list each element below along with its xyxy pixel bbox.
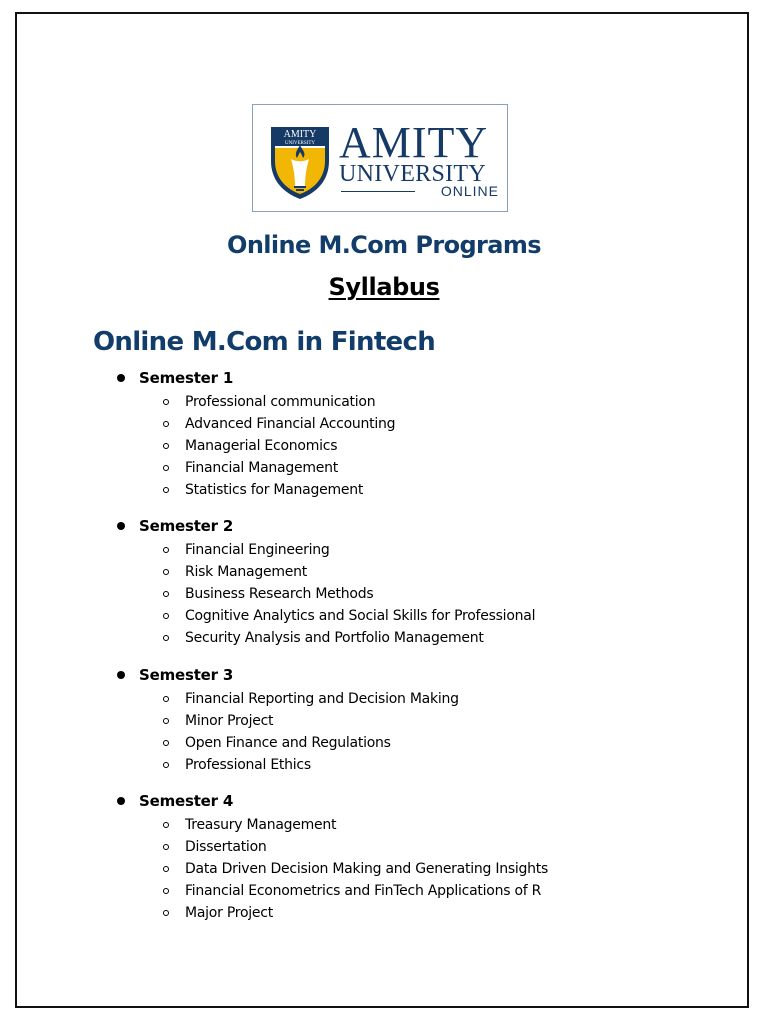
course-label: Statistics for Management: [185, 482, 364, 498]
hollow-bullet-icon: [163, 910, 169, 916]
course-item: [0, 458, 768, 480]
syllabus-heading-text: Syllabus: [328, 273, 440, 301]
course-item: [0, 733, 768, 755]
course-label: Security Analysis and Portfolio Management: [185, 630, 484, 646]
course-label: Financial Management: [185, 460, 338, 476]
syllabus-heading: [0, 270, 768, 304]
hollow-bullet-icon: [163, 718, 169, 724]
course-item: [0, 584, 768, 606]
hollow-bullet-icon: [163, 465, 169, 471]
hollow-bullet-icon: [163, 591, 169, 597]
semester-1-title: Semester 1: [139, 369, 234, 387]
hollow-bullet-icon: [163, 487, 169, 493]
course-item: [0, 903, 768, 925]
hollow-bullet-icon: [163, 547, 169, 553]
course-label: Open Finance and Regulations: [185, 735, 391, 751]
course-item: [0, 414, 768, 436]
logo-amity-text: AMITY: [339, 118, 489, 167]
course-item: [0, 689, 768, 711]
course-item: [0, 540, 768, 562]
course-label: Professional Ethics: [185, 757, 311, 773]
filled-bullet-icon: [117, 374, 125, 382]
course-item: [0, 881, 768, 903]
course-item: [0, 711, 768, 733]
hollow-bullet-icon: [163, 762, 169, 768]
course-item: [0, 755, 768, 777]
course-label: Cognitive Analytics and Social Skills for Professional: [185, 608, 536, 624]
hollow-bullet-icon: [163, 443, 169, 449]
filled-bullet-icon: [117, 671, 125, 679]
hollow-bullet-icon: [163, 866, 169, 872]
filled-bullet-icon: [117, 797, 125, 805]
course-label: Professional communication: [185, 394, 376, 410]
course-label: Financial Reporting and Decision Making: [185, 691, 459, 707]
hollow-bullet-icon: [163, 613, 169, 619]
hollow-bullet-icon: [163, 399, 169, 405]
course-item: [0, 628, 768, 650]
hollow-bullet-icon: [163, 740, 169, 746]
semester-3-title: Semester 3: [139, 666, 234, 684]
amity-shield-icon: [267, 123, 333, 201]
course-item: [0, 436, 768, 458]
course-label: Dissertation: [185, 839, 267, 855]
filled-bullet-icon: [117, 522, 125, 530]
course-label: Minor Project: [185, 713, 274, 729]
hollow-bullet-icon: [163, 635, 169, 641]
course-label: Advanced Financial Accounting: [185, 416, 396, 432]
logo-shield-text: AMITY: [283, 129, 317, 140]
hollow-bullet-icon: [163, 569, 169, 575]
logo-shield-subtext: UNIVERSITY: [285, 141, 315, 146]
hollow-bullet-icon: [163, 822, 169, 828]
program-heading: Online M.Com in Fintech: [93, 327, 436, 357]
course-label: Major Project: [185, 905, 273, 921]
amity-university-online-logo: [252, 104, 508, 212]
course-item: [0, 480, 768, 502]
page-title: Online M.Com Programs: [227, 231, 541, 259]
logo-divider: [341, 191, 415, 192]
course-label: Treasury Management: [185, 817, 337, 833]
course-item: [0, 606, 768, 628]
course-item: [0, 837, 768, 859]
course-label: Financial Engineering: [185, 542, 330, 558]
hollow-bullet-icon: [163, 696, 169, 702]
course-item: [0, 562, 768, 584]
course-label: Business Research Methods: [185, 586, 374, 602]
semester-4-title: Semester 4: [139, 792, 234, 810]
logo-university-text: UNIVERSITY: [339, 161, 486, 187]
hollow-bullet-icon: [163, 421, 169, 427]
logo-online-text: ONLINE: [440, 183, 499, 199]
course-label: Data Driven Decision Making and Generating Insights: [185, 861, 549, 877]
hollow-bullet-icon: [163, 844, 169, 850]
course-label: Managerial Economics: [185, 438, 338, 454]
logo-wordmark: [339, 118, 505, 205]
course-item: [0, 392, 768, 414]
course-label: Risk Management: [185, 564, 307, 580]
hollow-bullet-icon: [163, 888, 169, 894]
course-label: Financial Econometrics and FinTech Applications of R: [185, 883, 542, 899]
semester-2-title: Semester 2: [139, 517, 234, 535]
course-item: [0, 815, 768, 837]
course-item: [0, 859, 768, 881]
